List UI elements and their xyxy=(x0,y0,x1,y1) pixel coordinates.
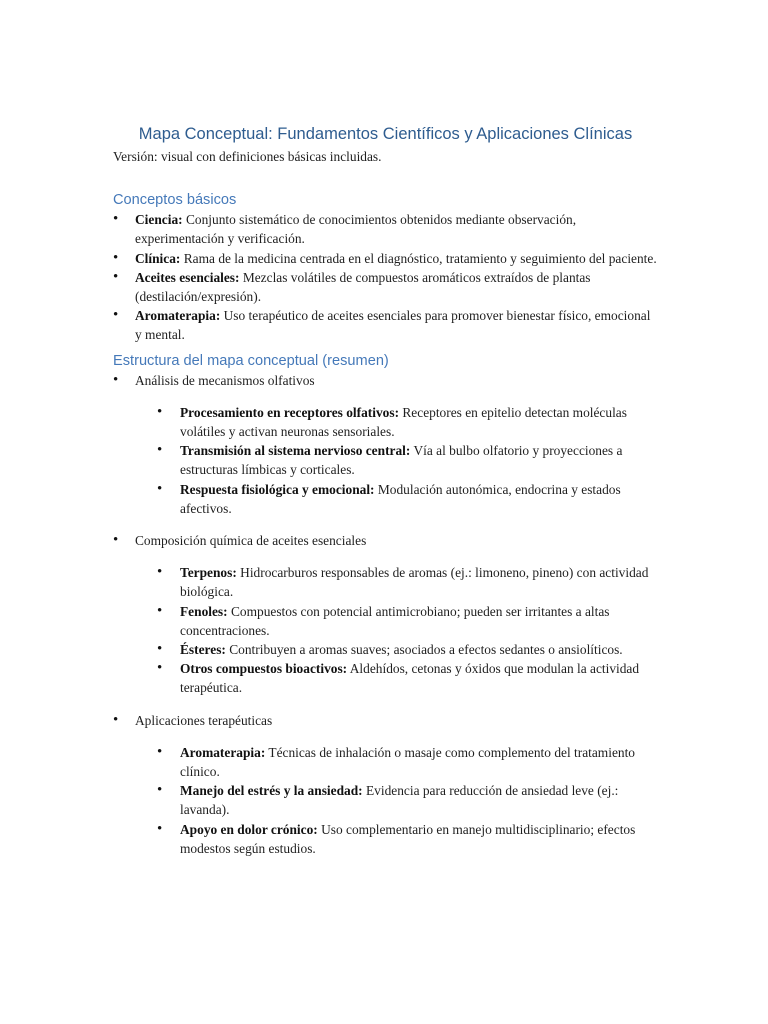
item-term: Respuesta fisiológica y emocional: xyxy=(180,481,375,497)
list-item xyxy=(157,602,658,640)
list-item xyxy=(113,210,658,248)
sub-list xyxy=(135,563,658,697)
section-heading-basics: Conceptos básicos xyxy=(113,192,237,209)
list-item xyxy=(157,563,658,601)
item-text: Mezclas volátiles de compuestos aromáticos extraídos de plantas (destilación/expresión). xyxy=(135,269,591,305)
item-term: Aceites esenciales: xyxy=(135,269,240,285)
item-term: Ésteres: xyxy=(180,642,226,658)
group-item-applications xyxy=(113,711,658,858)
document-title: Mapa Conceptual: Fundamentos Científicos y Aplicaciones Clínicas xyxy=(138,125,633,143)
list-item xyxy=(157,480,658,518)
list-item xyxy=(157,441,658,479)
group-label: Análisis de mecanismos olfativos xyxy=(135,372,315,388)
list-item xyxy=(157,640,658,659)
list-item xyxy=(157,820,658,858)
list-item xyxy=(157,743,658,781)
item-term: Manejo del estrés y la ansiedad: xyxy=(180,783,363,799)
list-item xyxy=(113,268,658,306)
version-note: Versión: visual con definiciones básicas incluidas. xyxy=(113,149,382,164)
group-label: Composición química de aceites esenciales xyxy=(135,533,367,549)
item-term: Procesamiento en receptores olfativos: xyxy=(180,404,400,420)
item-term: Aromaterapia: xyxy=(135,308,221,324)
item-text: Vía al bulbo olfatorio y proyecciones a estructuras límbicas y corticales. xyxy=(180,443,623,478)
item-text: Evidencia para reducción de ansiedad leve (ej.: lavanda). xyxy=(180,783,619,818)
list-item xyxy=(157,781,658,819)
group-item-chemistry xyxy=(113,531,658,698)
document-page xyxy=(113,123,658,871)
item-text: Conjunto sistemático de conocimientos obtenidos mediante observación, experimentación y verificación. xyxy=(135,212,577,247)
list-item xyxy=(157,659,658,697)
group-label: Aplicaciones terapéuticas xyxy=(135,712,273,728)
item-text: Contribuyen a aromas suaves; asociados a efectos sedantes o ansiolíticos. xyxy=(225,642,623,658)
item-term: Terpenos: xyxy=(180,565,237,581)
item-term: Apoyo en dolor crónico: xyxy=(180,821,318,837)
item-text: Receptores en epitelio detectan moléculas volátiles y activan neuronas sensoriales. xyxy=(180,404,627,440)
item-text: Aldehídos, cetonas y óxidos que modulan la actividad terapéutica. xyxy=(180,661,640,696)
sub-list xyxy=(135,403,658,518)
item-text: Modulación autonómica, endocrina y estados afectivos. xyxy=(180,481,621,516)
item-text: Uso terapéutico de aceites esenciales para promover bienestar físico, emocional y mental. xyxy=(135,308,651,343)
section-heading-structure: Estructura del mapa conceptual (resumen) xyxy=(113,352,389,369)
structure-list xyxy=(113,371,658,858)
list-item xyxy=(157,403,658,441)
group-item-olfactory xyxy=(113,371,658,518)
basics-list xyxy=(113,210,658,344)
item-term: Otros compuestos bioactivos: xyxy=(180,661,348,677)
item-term: Clínica: xyxy=(135,250,181,266)
item-text: Rama de la medicina centrada en el diagnóstico, tratamiento y seguimiento del paciente. xyxy=(180,250,657,266)
item-term: Ciencia: xyxy=(135,212,183,228)
item-text: Compuestos con potencial antimicrobiano; pueden ser irritantes a altas concentraciones. xyxy=(180,603,610,638)
item-text: Técnicas de inhalación o masaje como complemento del tratamiento clínico. xyxy=(180,744,636,780)
item-term: Fenoles: xyxy=(180,603,228,619)
item-text: Hidrocarburos responsables de aromas (ej.: limoneno, pineno) con actividad biológica. xyxy=(180,565,649,600)
item-text: Uso complementario en manejo multidisciplinario; efectos modestos según estudios. xyxy=(180,821,636,856)
item-term: Aromaterapia: xyxy=(180,744,266,760)
item-term: Transmisión al sistema nervioso central: xyxy=(180,443,411,459)
list-item xyxy=(113,306,658,344)
sub-list xyxy=(135,743,658,858)
list-item xyxy=(113,249,658,268)
